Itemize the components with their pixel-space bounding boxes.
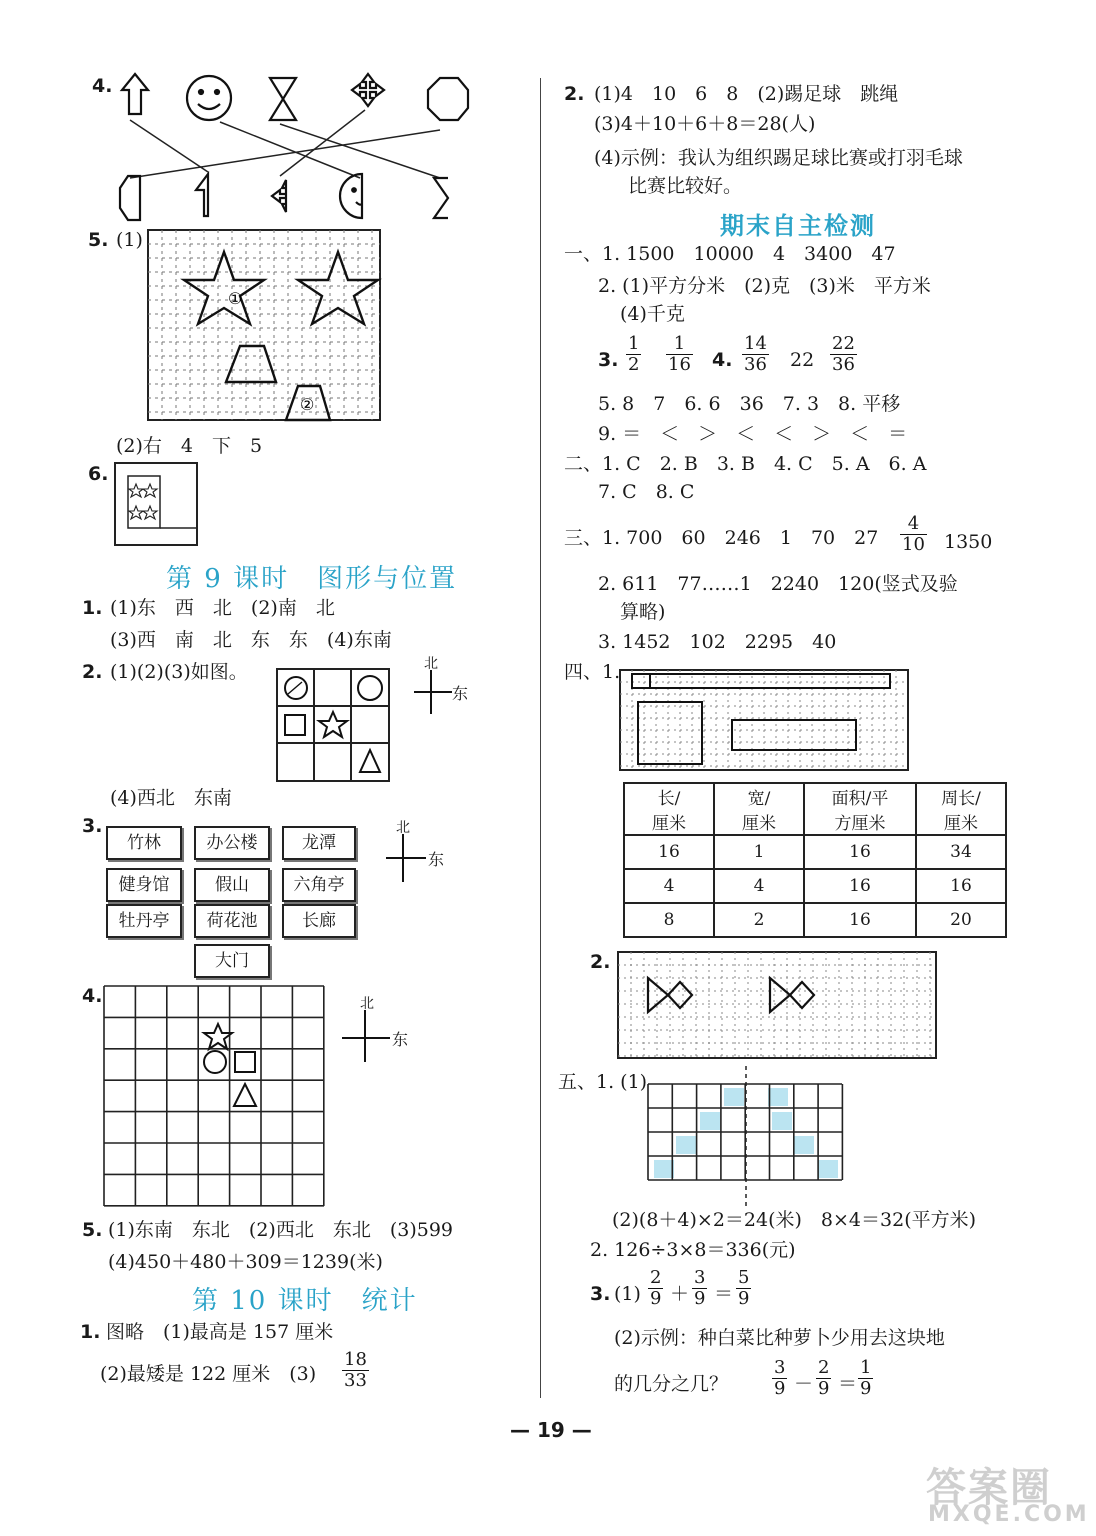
s3-q1-end: 1350 — [944, 531, 993, 553]
s5-q1-number: 五、1. (1) — [558, 1071, 648, 1093]
fraction: $\frac{2}{9}$ — [818, 1357, 830, 1399]
place-box: 假山 — [194, 868, 270, 902]
s5-q3c: 的几分之几？ — [614, 1373, 729, 1395]
l9-q2-grid — [276, 668, 390, 782]
r-q2-number: 2. — [564, 83, 585, 105]
star-shape-right — [298, 252, 378, 324]
s1-q5: 5. 8 7 6. 6 36 7. 3 8. 平移 — [598, 393, 901, 415]
r-q2-line2: (3)4＋10＋6＋8＝28(人) — [594, 113, 816, 135]
s5-planting-grid — [648, 1072, 844, 1212]
s1-q2b: (4)千克 — [620, 303, 685, 325]
l9-q3-number: 3. — [82, 815, 103, 837]
star-shape-left — [184, 252, 264, 324]
l10-q1-number: 1. — [80, 1321, 101, 1343]
l9-q1-line1: (1)东 西 北 (2)南 北 — [110, 597, 335, 619]
place-box: 长廊 — [282, 904, 356, 938]
fraction: $\frac{3}{9}$ — [694, 1267, 706, 1309]
place-box: 牡丹亭 — [106, 904, 182, 938]
l10-q1-line1: 图略 (1)最高是 157 厘米 — [106, 1321, 334, 1343]
l9-q1-line2: (3)西 南 北 东 东 (4)东南 — [110, 629, 392, 651]
s5-q3a: (1) — [614, 1283, 641, 1305]
s4-q2-number: 2. — [590, 951, 611, 973]
l9-q5-line1: (1)东南 东北 (2)西北 东北 (3)599 — [108, 1219, 454, 1241]
l9-q2-text: (1)(2)(3)如图。 — [110, 661, 248, 683]
table-header-cell: 宽/ 厘米 — [714, 783, 804, 835]
r-q2-line1: (1)4 10 6 8 (2)踢足球 跳绳 — [594, 83, 899, 105]
s3-q3: 3. 1452 102 2295 40 — [598, 631, 837, 653]
s3-q1: 三、1. 700 60 246 1 70 27 — [564, 527, 879, 549]
place-box: 六角亭 — [282, 868, 356, 902]
matching-figure — [110, 68, 490, 228]
result-table — [623, 782, 1007, 938]
s2-line2: 7. C 8. C — [598, 481, 695, 503]
s4-q2-grid — [618, 952, 936, 1058]
label-1: ① — [228, 289, 243, 308]
q4-number: 4. — [92, 75, 113, 97]
l9-q2-ans4: (4)西北 东南 — [110, 787, 232, 809]
s4-q1-number: 四、1. — [564, 661, 621, 683]
s2-line1: 二、1. C 2. B 3. B 4. C 5. A 6. A — [564, 453, 927, 475]
q5-number: 5. — [88, 229, 109, 251]
r-q2-line4: 比赛比较好。 — [628, 175, 743, 197]
fraction: $\frac{1}{16}$ — [668, 333, 691, 375]
s5-q3b: (2)示例：种白菜比种萝卜少用去这块地 — [614, 1327, 945, 1349]
half-smiley-shape — [340, 174, 362, 218]
s4-rect-grid — [620, 670, 908, 770]
trapezoid-shape — [226, 346, 276, 382]
place-box: 竹林 — [106, 826, 182, 860]
watermark-url: MXQE.COM — [928, 1502, 1090, 1527]
l10-q1-line2: (2)最矮是 122 厘米 (3) — [100, 1363, 317, 1385]
l9-q2-number: 2. — [82, 661, 103, 683]
r-q2-line3: (4)示例：我认为组织踢足球比赛或打羽毛球 — [594, 147, 963, 169]
place-box: 大门 — [194, 944, 270, 978]
fraction: $\frac{4}{10}$ — [902, 513, 925, 555]
fraction: $\frac{3}{9}$ — [774, 1357, 786, 1399]
place-box: 办公楼 — [194, 826, 270, 860]
smiley-face-shape — [187, 76, 231, 120]
s5-q1-2: (2)(8＋4)×2＝24(米) 8×4＝32(平方米) — [612, 1209, 977, 1231]
place-box: 健身馆 — [106, 868, 182, 902]
half-arrow-shape — [196, 174, 208, 216]
cross-cross-shape — [352, 74, 384, 106]
label-2: ② — [300, 395, 315, 414]
fraction: $\frac{2}{9}$ — [650, 1267, 662, 1309]
s1-q9: 9. ＝ ＜ ＞ ＜ ＜ ＞ ＜ ＝ — [598, 423, 908, 445]
l9-q4-north: 北 — [360, 996, 374, 1012]
table-header-cell: 周长/ 厘米 — [916, 783, 1006, 835]
table-header-row — [624, 783, 1006, 835]
half-cross-shape — [272, 180, 286, 212]
s1-q3-number: 3. — [598, 349, 619, 371]
q5-sub1: (1) — [116, 229, 143, 251]
fraction: $\frac{5}{9}$ — [738, 1267, 750, 1309]
l9-q3-east: 东 — [428, 850, 445, 869]
lesson10-title: 第 10 课时 统计 — [192, 1286, 418, 1316]
s1-q4-mid: 22 — [790, 349, 815, 371]
l9-q2-east: 东 — [452, 684, 469, 703]
table-header-cell: 面积/平 方厘米 — [804, 783, 916, 835]
s3-q2: 2. 611 77……1 2240 120(竖式及验 — [598, 573, 958, 595]
half-hourglass-shape — [434, 178, 448, 218]
compass-icon — [340, 1008, 400, 1064]
q6-figure — [114, 462, 198, 546]
l9-q3-north: 北 — [396, 820, 410, 836]
table-row: 4 4 16 16 — [624, 869, 1006, 903]
fraction: $\frac{1}{9}$ — [860, 1357, 872, 1399]
page-number: — 19 — — [510, 1418, 592, 1442]
arrow-up-shape — [122, 74, 148, 114]
l9-q4-grid — [104, 986, 326, 1206]
q5-answer-2: (2)右 4 下 5 — [116, 435, 263, 457]
half-octagon-shape — [120, 176, 140, 220]
l9-q5-number: 5. — [82, 1219, 103, 1241]
place-box: 荷花池 — [194, 904, 270, 938]
hourglass-shape — [270, 78, 296, 120]
final-test-title: 期末自主检测 — [720, 211, 876, 240]
l9-q2-north: 北 — [424, 656, 438, 672]
q5-star-grid — [148, 230, 380, 420]
fraction: $\frac{22}{36}$ — [832, 333, 855, 375]
table-row: 16 1 16 34 — [624, 835, 1006, 869]
equals-sign: ＝ — [714, 1283, 734, 1305]
s5-q3-number: 3. — [590, 1283, 611, 1305]
table-row: 8 2 16 20 — [624, 903, 1006, 937]
watermark-logo: 答案圈 — [926, 1465, 1052, 1511]
l9-q1-number: 1. — [82, 597, 103, 619]
table-header-cell: 长/ 厘米 — [624, 783, 714, 835]
l9-q5-line2: (4)450＋480＋309＝1239(米) — [108, 1251, 383, 1273]
fraction: $\frac{1}{2}$ — [628, 333, 640, 375]
octagon-shape — [428, 78, 468, 120]
minus-sign: － — [794, 1373, 814, 1395]
place-box: 龙潭 — [282, 826, 356, 860]
s5-q2: 2. 126÷3×8＝336(元) — [590, 1239, 796, 1261]
q6-number: 6. — [88, 463, 109, 485]
s1-q1: 一、1. 1500 10000 4 3400 47 — [564, 243, 896, 265]
l9-q4-number: 4. — [82, 985, 103, 1007]
l9-q4-east: 东 — [392, 1030, 409, 1049]
plus-sign: ＋ — [670, 1283, 690, 1305]
lesson9-title: 第 9 课时 图形与位置 — [166, 564, 458, 594]
fraction: $\frac{18}{33}$ — [344, 1349, 367, 1391]
column-divider — [540, 78, 541, 1398]
equals-sign: ＝ — [838, 1373, 858, 1395]
fraction: $\frac{14}{36}$ — [744, 333, 767, 375]
s1-q4-number: 4. — [712, 349, 733, 371]
s1-q2: 2. (1)平方分米 (2)克 (3)米 平方米 — [598, 275, 931, 297]
s3-q2b: 算略) — [620, 601, 666, 623]
